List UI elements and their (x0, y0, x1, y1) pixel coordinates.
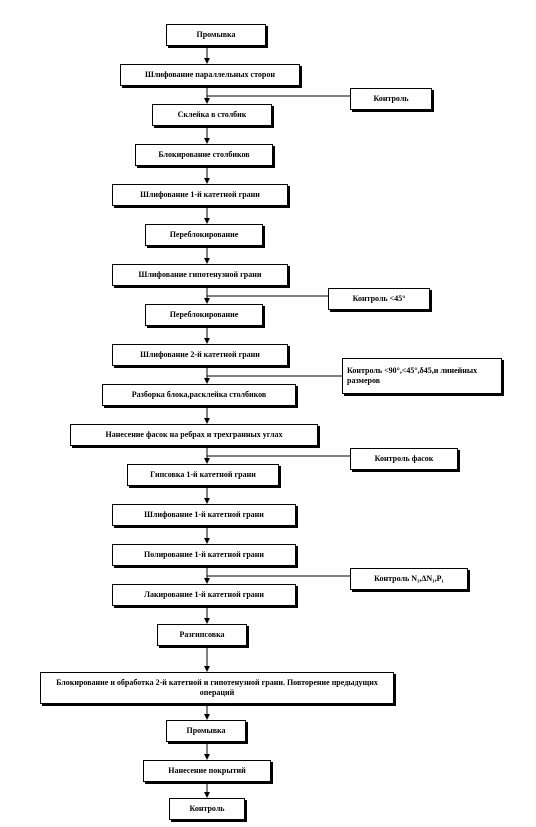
step-blocking-columns: Блокирование столбиков (135, 144, 273, 166)
step-reblocking-2: Переблокирование (145, 304, 263, 326)
step-grinding-second-leg-face: Шлифование 2-й катетной грани (112, 344, 288, 366)
step-grinding-first-leg-face-2: Шлифование 1-й катетной грани (112, 504, 296, 526)
step-final-inspection: Контроль (169, 798, 245, 820)
step-blocking-second-leg-and-hypotenuse: Блокирование и обработка 2-й катетной и гипотенузной грани. Повторение предыдущих операций (40, 672, 394, 704)
step-washing-final: Промывка (166, 720, 246, 742)
step-grinding-first-leg-face: Шлифование 1-й катетной грани (112, 184, 288, 206)
step-reblocking-1: Переблокирование (145, 224, 263, 246)
step-polishing-first-leg-face: Полирование 1-й катетной грани (112, 544, 296, 566)
control-box-angle-45: Контроль <45° (328, 288, 430, 310)
control-box-n1-deltan1-p1: Контроль N₁,ΔN₁,P₁ (350, 568, 468, 590)
control-box-1: Контроль (350, 88, 432, 110)
step-plastering-first-leg-face: Гипсовка 1-й катетной грани (127, 464, 279, 486)
step-grinding-hypotenuse-face: Шлифование гипотенузной грани (112, 264, 288, 286)
control-box-angles-and-dimensions: Контроль <90°,<45°,δ45,и линейных размеров (342, 358, 502, 394)
step-washing: Промывка (166, 24, 266, 46)
step-grinding-parallel-sides: Шлифование параллельных сторон (120, 64, 300, 86)
step-chamfering: Нанесение фасок на ребрах и трехгранных углах (70, 424, 318, 446)
step-gluing-column: Склейка в столбик (152, 104, 272, 126)
control-box-chamfers: Контроль фасок (350, 448, 458, 470)
step-disassembly-block: Разборка блока,расклейка столбиков (102, 384, 296, 406)
step-unplastering: Разгипсовка (157, 624, 247, 646)
step-lacquering-first-leg-face: Лакирование 1-й катетной грани (112, 584, 296, 606)
step-coating: Нанесение покрытий (143, 760, 271, 782)
